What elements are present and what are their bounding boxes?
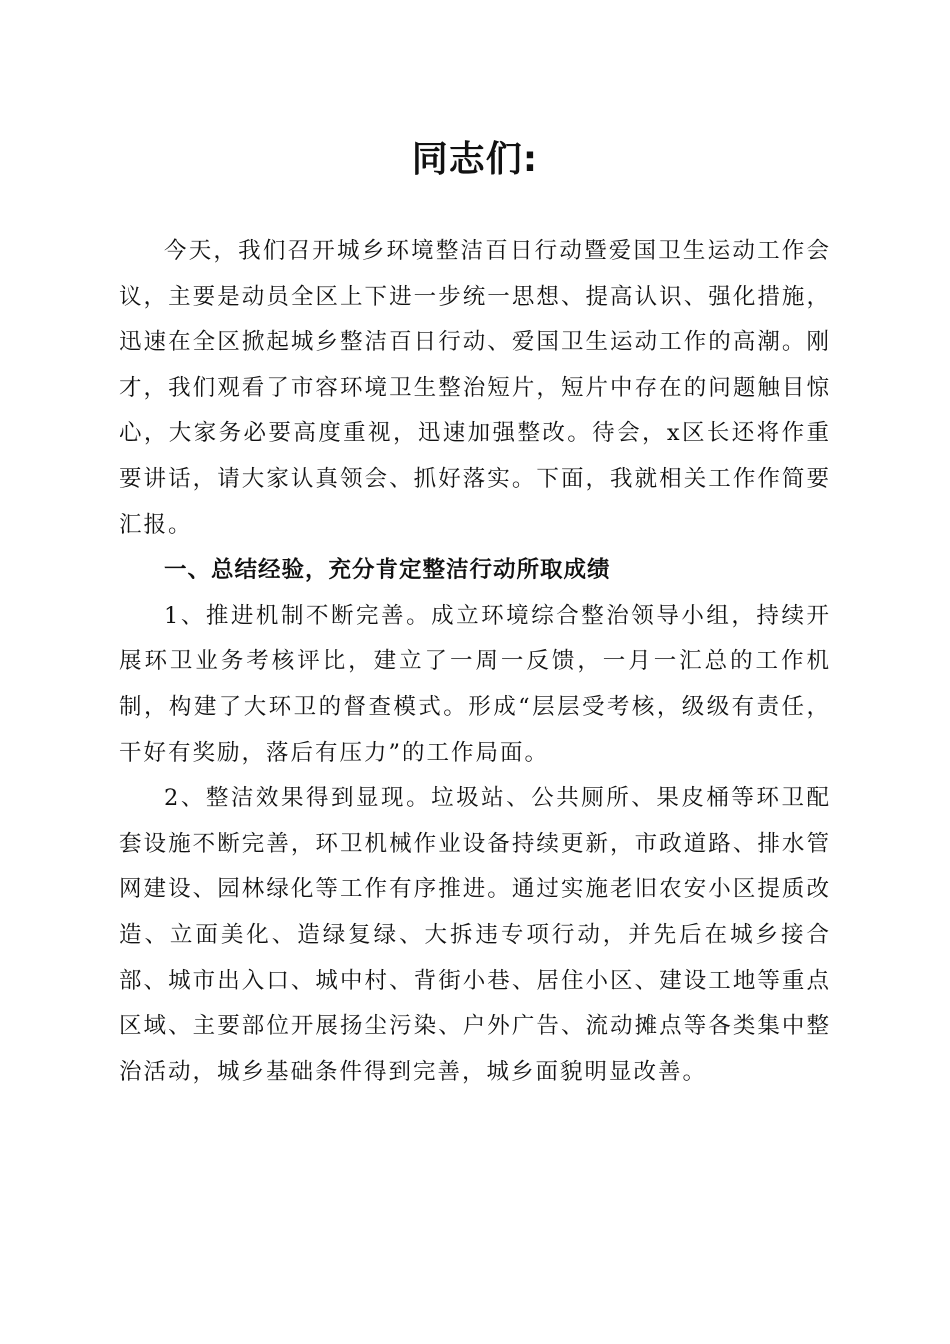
list-item: 1、推进机制不断完善。成立环境综合整治领导小组，持续开展环卫业务考核评比，建立了一周一反馈，一月一汇总的工作机制，构建了大环卫的督查模式。形成“层层受考核，级级有责任，干好有奖励，落后有压力”的工作局面。: [119, 602, 831, 766]
list-item: 2、整洁效果得到显现。垃圾站、公共厕所、果皮桶等环卫配套设施不断完善，环卫机械作业设备持续更新，市政道路、排水管网建设、园林绿化等工作有序推进。通过实施老旧农安小区提质改造、立面美化、造绿复绿、大拆违专项行动，并先后在城乡接合部、城市出入口、城中村、背街小巷、居住小区、建设工地等重点区域、主要部位开展扬尘污染、户外广告、流动摊点等各类集中整治活动，城乡基础条件得到完善，城乡面貌明显改善。: [119, 785, 831, 1085]
document-title: 同志们:: [411, 139, 539, 180]
document-body: [119, 229, 831, 1095]
intro-paragraph: 今天，我们召开城乡环境整洁百日行动暨爱国卫生运动工作会议，主要是动员全区上下进一步统一思想、提高认识、强化措施，迅速在全区掀起城乡整洁百日行动、爱国卫生运动工作的高潮。刚才，我们观看了市容环境卫生整治短片，短片中存在的问题触目惊心，大家务必要高度重视，迅速加强整改。待会，x区长还将作重要讲话，请大家认真领会、抓好落实。下面，我就相关工作作简要汇报。: [119, 238, 831, 538]
section-heading: 一、总结经验，充分肯定整洁行动所取成绩: [164, 557, 611, 584]
